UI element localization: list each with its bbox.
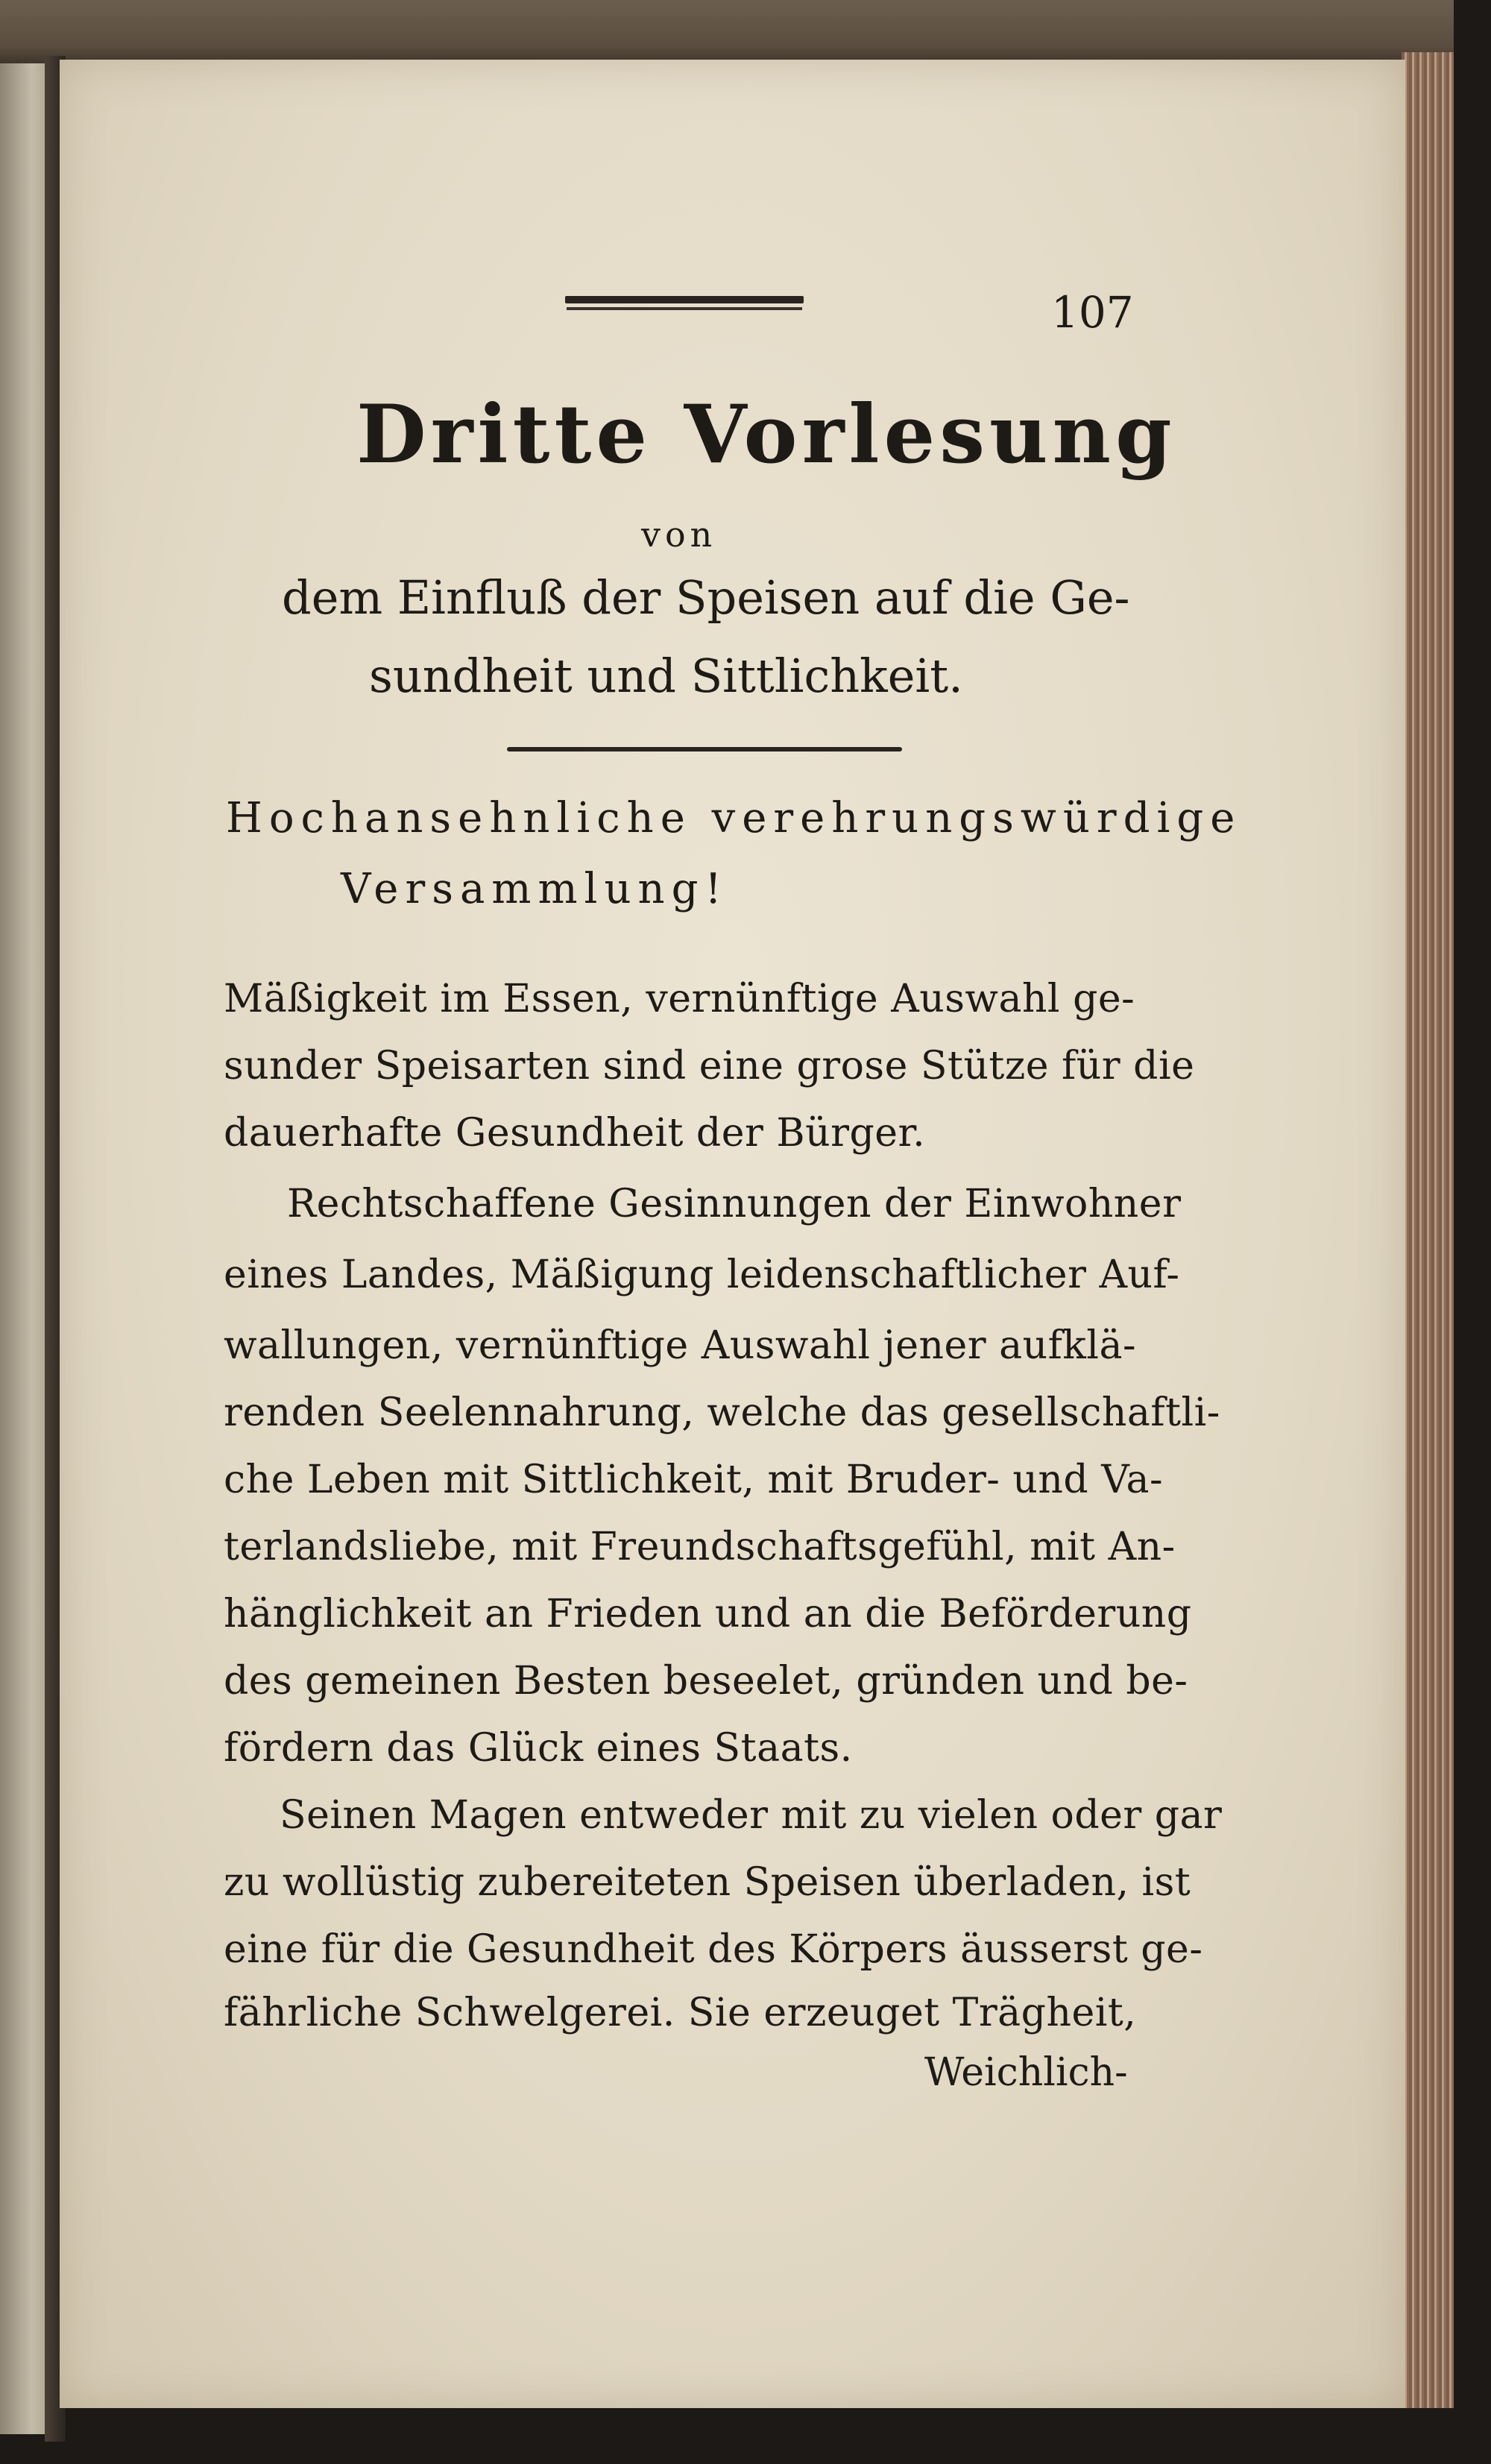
paragraph-3-line-4: fährliche Schwelgerei. Sie erzeuget Trägheit, bbox=[224, 1991, 1137, 2035]
paragraph-2-line-4: renden Seelennahrung, welche das gesellschaftli- bbox=[224, 1390, 1220, 1435]
header-rule bbox=[565, 296, 804, 303]
catchword: Weichlich- bbox=[924, 2050, 1128, 2095]
paragraph-2-line-2: eines Landes, Mäßigung leidenschaftlicher Auf- bbox=[224, 1253, 1180, 1297]
chapter-subtitle-line2: sundheit und Sittlichkeit. bbox=[369, 649, 963, 703]
paragraph-1-line-2: sunder Speisarten sind eine grose Stütze für die bbox=[224, 1044, 1195, 1088]
paragraph-2-line-8: des gemeinen Besten beseelet, gründen und be- bbox=[224, 1659, 1188, 1704]
paragraph-2-line-6: terlandsliebe, mit Freundschaftsgefühl, mit An- bbox=[224, 1525, 1176, 1569]
paragraph-2-line-5: che Leben mit Sittlichkeit, mit Bruder- und Va- bbox=[224, 1458, 1164, 1502]
paragraph-2-line-7: hänglichkeit an Frieden und an die Beförderung bbox=[224, 1592, 1192, 1636]
paragraph-2-line-1: Rechtschaffene Gesinnungen der Einwohner bbox=[287, 1182, 1182, 1226]
title-divider bbox=[507, 747, 902, 752]
address-line1: Hochansehnliche verehrungswürdige bbox=[226, 794, 1242, 842]
paragraph-1-line-1: Mäßigkeit im Essen, vernünftige Auswahl ge- bbox=[224, 977, 1135, 1021]
book-top-edge bbox=[0, 0, 1454, 67]
paragraph-3-line-3: eine für die Gesundheit des Körpers äusserst ge- bbox=[224, 1927, 1203, 1972]
address-line2: Versammlung! bbox=[341, 865, 728, 913]
header-rule-thin bbox=[567, 307, 802, 310]
chapter-title: Dritte Vorlesung bbox=[356, 388, 1176, 482]
paragraph-3-line-2: zu wollüstig zubereiteten Speisen überladen, ist bbox=[224, 1860, 1191, 1905]
page-number: 107 bbox=[1051, 287, 1134, 338]
paragraph-2-line-3: wallungen, vernünftige Auswahl jener aufklä- bbox=[224, 1323, 1137, 1368]
chapter-title-von: von bbox=[641, 514, 717, 555]
paragraph-1-line-3: dauerhafte Gesundheit der Bürger. bbox=[224, 1111, 926, 1156]
paragraph-2-line-9: fördern das Glück eines Staats. bbox=[224, 1726, 853, 1771]
chapter-subtitle-line1: dem Einfluß der Speisen auf die Ge- bbox=[282, 570, 1130, 625]
page-edges bbox=[1402, 52, 1454, 2408]
paragraph-3-line-1: Seinen Magen entweder mit zu vielen oder gar bbox=[280, 1793, 1223, 1838]
